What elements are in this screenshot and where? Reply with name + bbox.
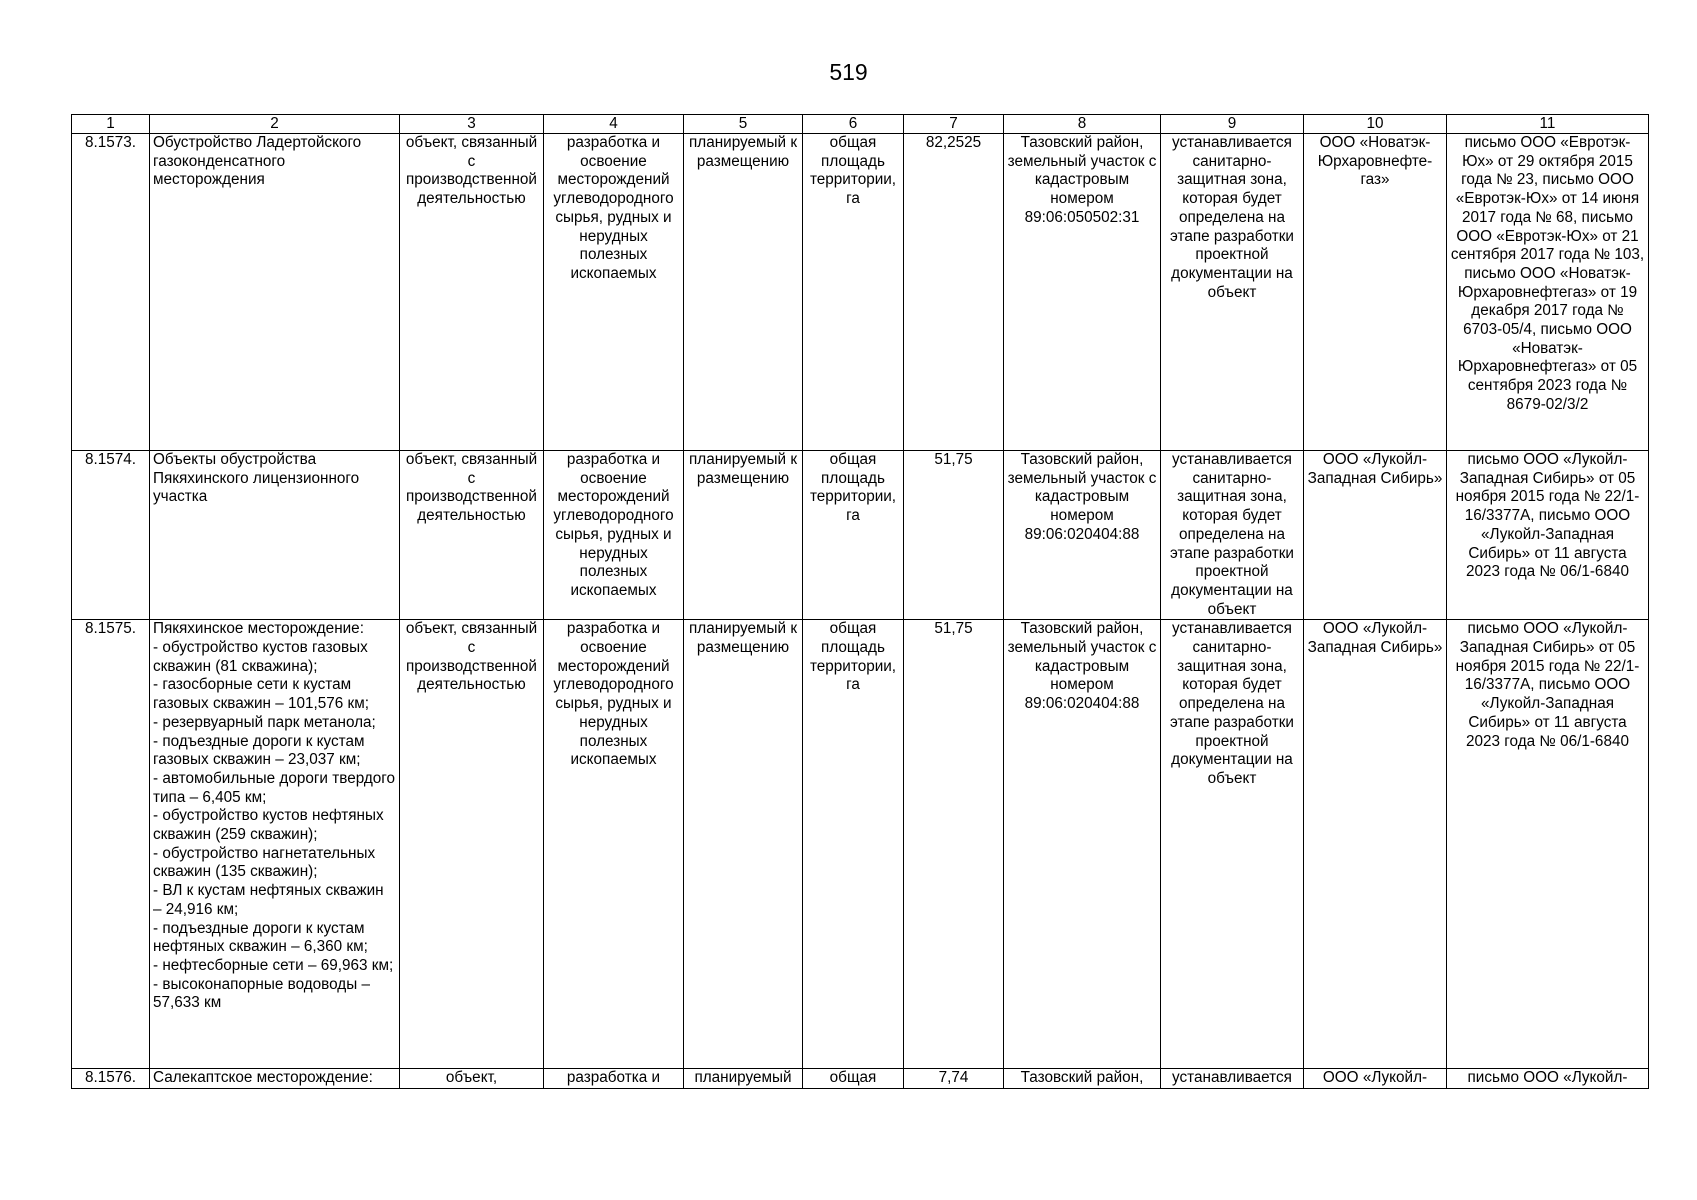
registry-table xyxy=(71,114,1649,1089)
column-header: 4 xyxy=(544,115,684,134)
organization: ООО «Лукойл-Западная Сибирь» xyxy=(1304,451,1447,620)
object-name: Обустройство Ладертойского газоконденсатного месторождения xyxy=(150,134,400,451)
parameter-value: 7,74 xyxy=(904,1069,1004,1089)
object-status: планируемый xyxy=(684,1069,803,1089)
object-type: объект, связанный с производственной деятельностью xyxy=(400,451,544,620)
object-location: Тазовский район, земельный участок с кадастровым номером 89:06:020404:88 xyxy=(1004,451,1161,620)
row-number: 8.1576. xyxy=(72,1069,150,1089)
protection-zone: устанавливается санитарно-защитная зона, которая будет определена на этапе разработки проектной документации на объект xyxy=(1161,134,1304,451)
row-number: 8.1574. xyxy=(72,451,150,620)
column-header: 1 xyxy=(72,115,150,134)
organization: ООО «Новатэк-Юрхаровнефте-газ» xyxy=(1304,134,1447,451)
object-name: Салекаптское месторождение: xyxy=(150,1069,400,1089)
table-row xyxy=(72,1069,1649,1089)
object-parameter: общая площадь территории, га xyxy=(803,451,904,620)
column-header: 5 xyxy=(684,115,803,134)
table-row xyxy=(72,134,1649,451)
row-number: 8.1575. xyxy=(72,620,150,1069)
parameter-value: 82,2525 xyxy=(904,134,1004,451)
object-parameter: общая площадь территории, га xyxy=(803,134,904,451)
object-type: объект, xyxy=(400,1069,544,1089)
object-purpose: разработка и освоение месторождений углеводородного сырья, рудных и нерудных полезных ископаемых xyxy=(544,620,684,1069)
column-header: 7 xyxy=(904,115,1004,134)
object-name: Объекты обустройства Пякяхинского лицензионного участка xyxy=(150,451,400,620)
table-row xyxy=(72,451,1649,620)
organization: ООО «Лукойл- xyxy=(1304,1069,1447,1089)
object-type: объект, связанный с производственной деятельностью xyxy=(400,134,544,451)
column-header: 9 xyxy=(1161,115,1304,134)
object-parameter: общая площадь территории, га xyxy=(803,620,904,1069)
protection-zone: устанавливается санитарно-защитная зона, которая будет определена на этапе разработки проектной документации на объект xyxy=(1161,620,1304,1069)
column-header: 2 xyxy=(150,115,400,134)
organization: ООО «Лукойл-Западная Сибирь» xyxy=(1304,620,1447,1069)
object-type: объект, связанный с производственной деятельностью xyxy=(400,620,544,1069)
object-status: планируемый к размещению xyxy=(684,451,803,620)
object-name: Пякяхинское месторождение: - обустройство кустов газовых скважин (81 скважина); - газосборные сети к кустам газовых скважин – 101,576 км; - резервуарный парк метанола; - подъездные дороги к кустам газовых скважин – 23,037 км; - автомобильные дороги твердого типа – 6,405 км; - обустройство кустов нефтяных скважин (259 скважин); - обустройство нагнетательных скважин (135 скважин); - ВЛ к кустам нефтяных скважин – 24,916 км; - подъездные дороги к кустам нефтяных скважин – 6,360 км; - нефтесборные сети – 69,963 км; - высоконапорные водоводы – 57,633 км xyxy=(150,620,400,1069)
object-status: планируемый к размещению xyxy=(684,620,803,1069)
protection-zone: устанавливается xyxy=(1161,1069,1304,1089)
row-number: 8.1573. xyxy=(72,134,150,451)
basis-documents: письмо ООО «Лукойл-Западная Сибирь» от 05 ноября 2015 года № 22/1-16/3377А, письмо ООО «Лукойл-Западная Сибирь» от 11 августа 2023 года № 06/1-6840 xyxy=(1447,451,1649,620)
column-header: 10 xyxy=(1304,115,1447,134)
column-header: 8 xyxy=(1004,115,1161,134)
parameter-value: 51,75 xyxy=(904,451,1004,620)
object-purpose: разработка и xyxy=(544,1069,684,1089)
column-header: 6 xyxy=(803,115,904,134)
object-purpose: разработка и освоение месторождений углеводородного сырья, рудных и нерудных полезных ископаемых xyxy=(544,134,684,451)
object-purpose: разработка и освоение месторождений углеводородного сырья, рудных и нерудных полезных ископаемых xyxy=(544,451,684,620)
object-location: Тазовский район, xyxy=(1004,1069,1161,1089)
column-header: 3 xyxy=(400,115,544,134)
basis-documents: письмо ООО «Лукойл-Западная Сибирь» от 05 ноября 2015 года № 22/1-16/3377А, письмо ООО «Лукойл-Западная Сибирь» от 11 августа 2023 года № 06/1-6840 xyxy=(1447,620,1649,1069)
object-location: Тазовский район, земельный участок с кадастровым номером 89:06:020404:88 xyxy=(1004,620,1161,1069)
parameter-value: 51,75 xyxy=(904,620,1004,1069)
basis-documents: письмо ООО «Лукойл- xyxy=(1447,1069,1649,1089)
object-status: планируемый к размещению xyxy=(684,134,803,451)
protection-zone: устанавливается санитарно-защитная зона, которая будет определена на этапе разработки проектной документации на объект xyxy=(1161,451,1304,620)
column-header: 11 xyxy=(1447,115,1649,134)
page-number: 519 xyxy=(829,59,868,85)
object-parameter: общая xyxy=(803,1069,904,1089)
column-number-row xyxy=(72,115,1649,134)
basis-documents: письмо ООО «Евротэк-Юх» от 29 октября 2015 года № 23, письмо ООО «Евротэк-Юх» от 14 июня 2017 года № 68, письмо ООО «Евротэк-Юх» от 21 сентября 2017 года № 103, письмо ООО «Новатэк-Юрхаровнефтегаз» от 19 декабря 2017 года № 6703-05/4, письмо ООО «Новатэк-Юрхаровнефтегаз» от 05 сентября 2023 года № 8679-02/3/2 xyxy=(1447,134,1649,451)
table-row xyxy=(72,620,1649,1069)
object-location: Тазовский район, земельный участок с кадастровым номером 89:06:050502:31 xyxy=(1004,134,1161,451)
